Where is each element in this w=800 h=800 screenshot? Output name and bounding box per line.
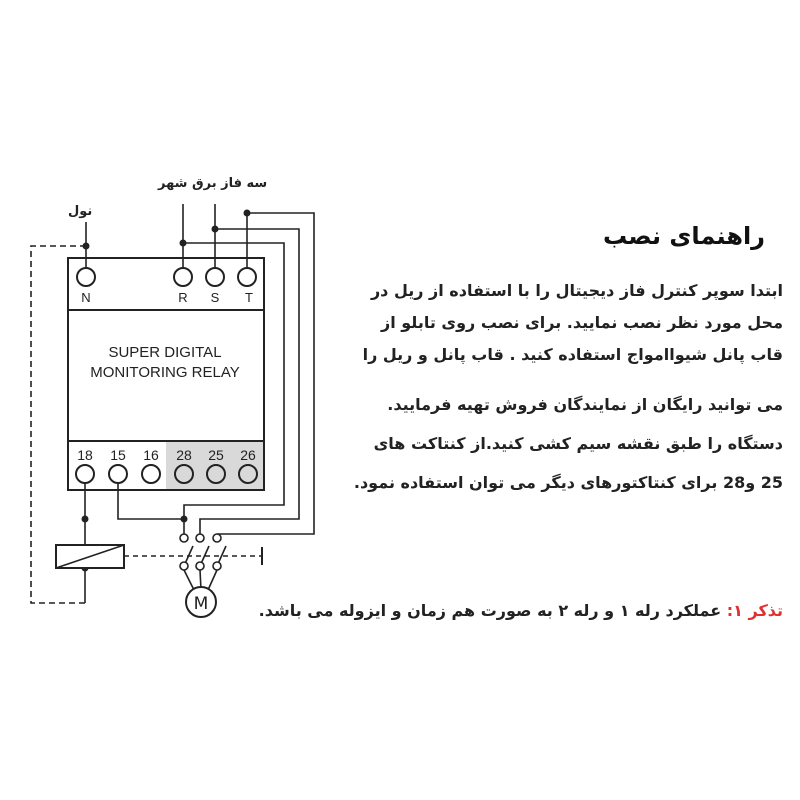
terminal-16 (142, 465, 160, 483)
terminal-label-s: S (210, 290, 220, 305)
junction-r (180, 240, 187, 247)
guide-line-1: ابتدا سوپر کنترل فاز دیجیتال را با استفاده از ریل در (370, 281, 783, 300)
terminal-25 (207, 465, 225, 483)
guide-note (259, 601, 783, 620)
terminal-label-25: 25 (208, 447, 224, 463)
terminal-label-n: N (81, 290, 91, 305)
guide-line-5: دستگاه را طبق نقشه سیم کشی کنید.از کنتاکت های (373, 434, 783, 453)
terminal-s (206, 268, 224, 286)
terminal-label-t: T (245, 290, 253, 305)
terminal-r (174, 268, 192, 286)
neutral-label: نول (68, 204, 93, 219)
guide-line-3: قاب پانل شیواامواج استفاده کنید . قاب پانل و ریل را (362, 345, 783, 364)
guide-line-4: می توانید رایگان از نمایندگان فروش تهیه فرمایید. (387, 395, 783, 414)
junction-15 (181, 516, 188, 523)
three-phase-label: سه فاز برق شهر (158, 176, 268, 191)
device-name-line2: MONITORING RELAY (90, 364, 240, 381)
device-name-line1: SUPER DIGITAL (108, 344, 222, 361)
note-text: عملکرد رله ۱ و رله ۲ به صورت هم زمان و ایزوله می باشد. (258, 601, 722, 620)
terminal-n (77, 268, 95, 286)
guide-line-2: محل مورد نظر نصب نمایید. برای نصب روی تابلو از (381, 313, 783, 332)
terminal-label-18: 18 (77, 447, 93, 463)
terminal-15 (109, 465, 127, 483)
terminal-label-28: 28 (176, 447, 192, 463)
note-label: تذکر ۱: (726, 601, 783, 620)
terminal-t (238, 268, 256, 286)
terminal-label-r: R (178, 290, 188, 305)
terminal-label-16: 16 (143, 447, 159, 463)
terminal-26 (239, 465, 257, 483)
motor-label: M (193, 594, 209, 614)
junction-18 (82, 516, 89, 523)
terminal-label-26: 26 (240, 447, 256, 463)
terminal-18 (76, 465, 94, 483)
contactor-contacts (180, 534, 226, 590)
terminal-28 (175, 465, 193, 483)
guide-title: راهنمای نصب (603, 222, 765, 250)
guide-line-6: 25 و28 برای کنتاکتورهای دیگر می توان استفاده نمود. (353, 473, 783, 492)
junction-t (244, 210, 251, 217)
terminal-label-15: 15 (110, 447, 126, 463)
junction-s (212, 226, 219, 233)
